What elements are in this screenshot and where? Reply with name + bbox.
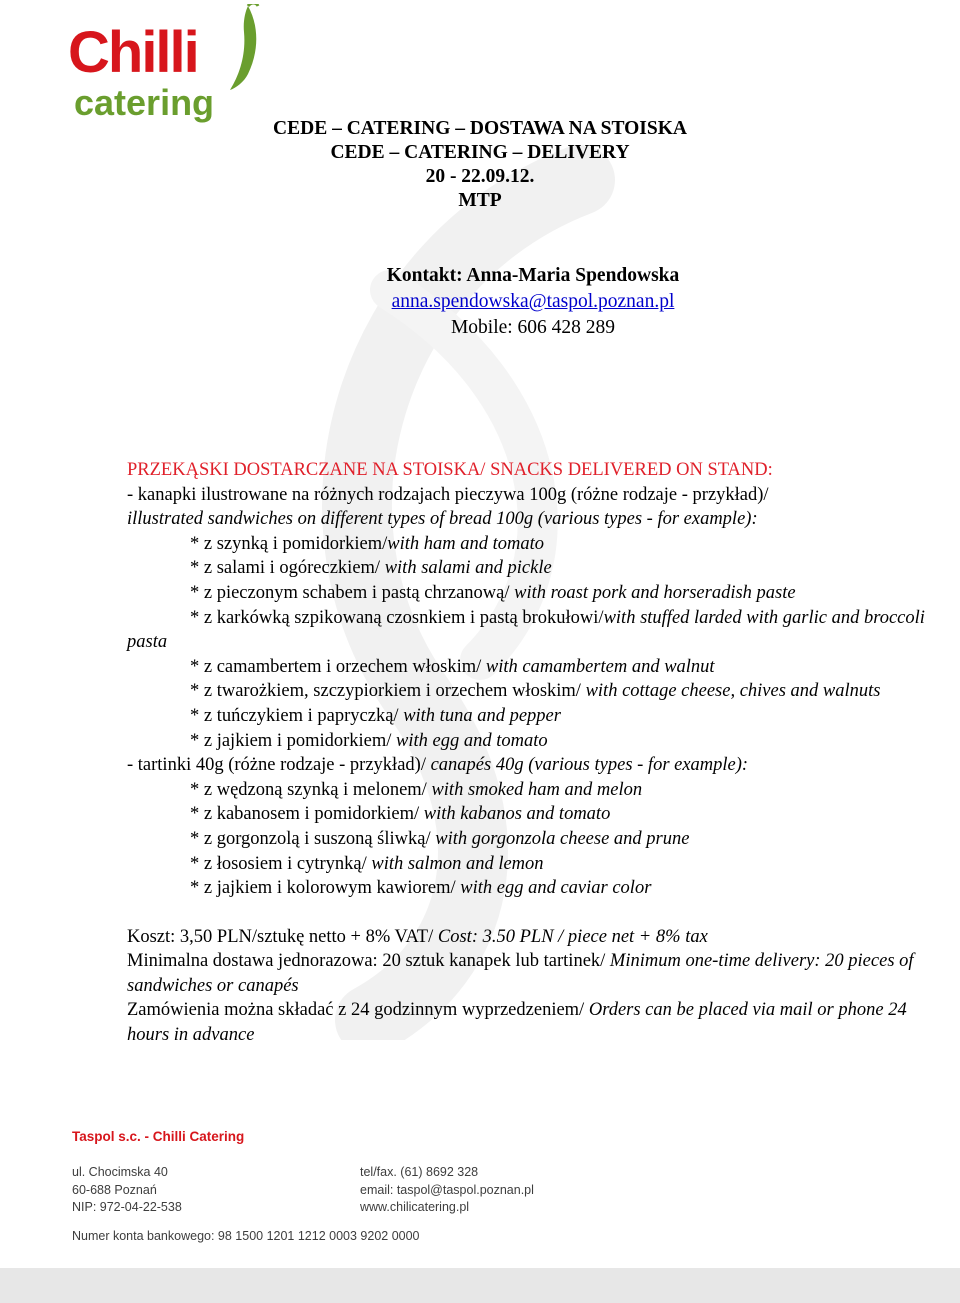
list-item: [127, 581, 947, 606]
item-en: with egg and caviar color: [460, 878, 652, 899]
item-pl: * z pieczonym schabem i pastą chrzanową/: [190, 582, 515, 603]
footer-company: Taspol s.c. - Chilli Catering: [72, 1129, 245, 1144]
contact-block: [0, 263, 960, 341]
list-item: [127, 606, 947, 655]
document-header: [0, 117, 960, 213]
item-pl: * z tuńczykiem i papryczką/: [190, 705, 404, 726]
footer-bank-account: Numer konta bankowego: 98 1500 1201 1212 0003 9202 0000: [72, 1229, 420, 1243]
contact-email-link[interactable]: anna.spendowska@taspol.poznan.pl: [391, 291, 675, 312]
chilli-catering-logo: [68, 4, 253, 130]
item-en: with gorgonzola cheese and prune: [435, 828, 690, 849]
item-en: with roast pork and horseradish paste: [514, 582, 796, 603]
list-item: [127, 876, 947, 901]
list-item: [127, 729, 947, 754]
item-pl: * z kabanosem i pomidorkiem/: [190, 804, 424, 825]
cost-en: Cost: 3.50 PLN / piece net + 8% tax: [437, 926, 708, 947]
item-en: with egg and tomato: [396, 730, 548, 751]
menu-content: [127, 458, 947, 1048]
footer-www: www.chilicatering.pl: [360, 1200, 470, 1214]
item-pl: * z szynką i pomidorkiem/: [190, 533, 388, 554]
minimum-pl: Minimalna dostawa jednorazowa: 20 sztuk kanapek lub tartinek/: [127, 951, 610, 972]
orders-en: Orders can be placed via mail or phone 24 hours in advance: [127, 1000, 907, 1046]
list-item: [127, 679, 947, 704]
footer-address: [72, 1164, 182, 1217]
item-en: with ham and tomato: [387, 533, 545, 554]
event-venue: MTP: [458, 190, 502, 211]
canapes-intro-en: canapés 40g (various types - for example):: [430, 755, 749, 776]
footer-city: 60-688 Poznań: [72, 1182, 157, 1197]
item-pl: * z camambertem i orzechem włoskim/: [190, 656, 486, 677]
item-pl: * z salami i ogóreczkiem/: [190, 558, 385, 579]
item-pl: * z jajkiem i kolorowym kawiorem/: [190, 878, 461, 899]
minimum-line: [127, 949, 947, 998]
list-item: [127, 556, 947, 581]
sandwiches-intro-en: illustrated sandwiches on different types of bread 100g (various types - for example):: [127, 509, 758, 530]
orders-line: [127, 998, 947, 1047]
contact-mobile: Mobile: 606 428 289: [450, 317, 616, 338]
item-pl: * z jajkiem i pomidorkiem/: [190, 730, 397, 751]
footer-street: ul. Chocimska 40: [72, 1165, 168, 1179]
orders-pl: Zamówienia można składać z 24 godzinnym wyprzedzeniem/: [127, 1000, 589, 1021]
chili-pepper-icon: [218, 4, 268, 94]
minimum-en: Minimum one-time delivery: 20 pieces of sandwiches or canapés: [127, 951, 914, 996]
page-footer: [72, 1128, 932, 1243]
cost-line: [127, 925, 947, 950]
list-item: [127, 704, 947, 729]
item-en: with kabanos and tomato: [423, 804, 611, 825]
contact-label: Kontakt: Anna-Maria Spendowska: [386, 265, 680, 286]
item-en: with smoked ham and melon: [431, 779, 643, 800]
item-pl: * z twarożkiem, szczypiorkiem i orzechem włoskim/: [190, 681, 586, 702]
item-pl: * z karkówką szpikowaną czosnkiem i pastą brokułowi/: [190, 607, 604, 628]
footer-email: email: taspol@taspol.poznan.pl: [360, 1182, 534, 1197]
cost-pl: Koszt: 3,50 PLN/sztukę netto + 8% VAT/: [127, 926, 438, 947]
footer-tel: tel/fax. (61) 8692 328: [360, 1165, 479, 1179]
event-date: 20 - 22.09.12.: [425, 166, 535, 187]
list-item: [127, 532, 947, 557]
title-line-1: CEDE – CATERING – DOSTAWA NA STOISKA: [273, 118, 687, 139]
sandwiches-intro-pl: - kanapki ilustrowane na różnych rodzajach pieczywa 100g (różne rodzaje - przykład)/: [127, 484, 769, 505]
footer-nip: NIP: 972-04-22-538: [72, 1200, 182, 1214]
item-en: with stuffed larded with garlic and broccoli pasta: [127, 607, 925, 653]
snacks-heading: PRZEKĄSKI DOSTARCZANE NA STOISKA/ SNACKS DELIVERED ON STAND:: [127, 460, 773, 480]
item-en: with tuna and pepper: [403, 705, 561, 726]
title-line-2: CEDE – CATERING – DELIVERY: [330, 142, 630, 163]
logo-word-catering: catering: [74, 82, 215, 123]
list-item: [127, 852, 947, 877]
item-pl: * z gorgonzolą i suszoną śliwką/: [190, 828, 436, 849]
item-en: with salami and pickle: [384, 558, 552, 579]
list-item: [127, 827, 947, 852]
list-item: [127, 655, 947, 680]
canapes-intro-pl: - tartinki 40g (różne rodzaje - przykład)/: [127, 755, 431, 776]
list-item: [127, 778, 947, 803]
footer-contact: [360, 1164, 534, 1217]
item-en: with camambertem and walnut: [485, 656, 715, 677]
item-en: with salmon and lemon: [371, 853, 544, 874]
item-pl: * z wędzoną szynką i melonem/: [190, 779, 432, 800]
item-en: with cottage cheese, chives and walnuts: [585, 681, 881, 702]
bottom-bar: [0, 1268, 960, 1303]
logo-word-chilli: Chilli: [68, 20, 198, 85]
list-item: [127, 802, 947, 827]
item-pl: * z łososiem i cytrynką/: [190, 853, 372, 874]
canapes-intro: [127, 753, 947, 778]
